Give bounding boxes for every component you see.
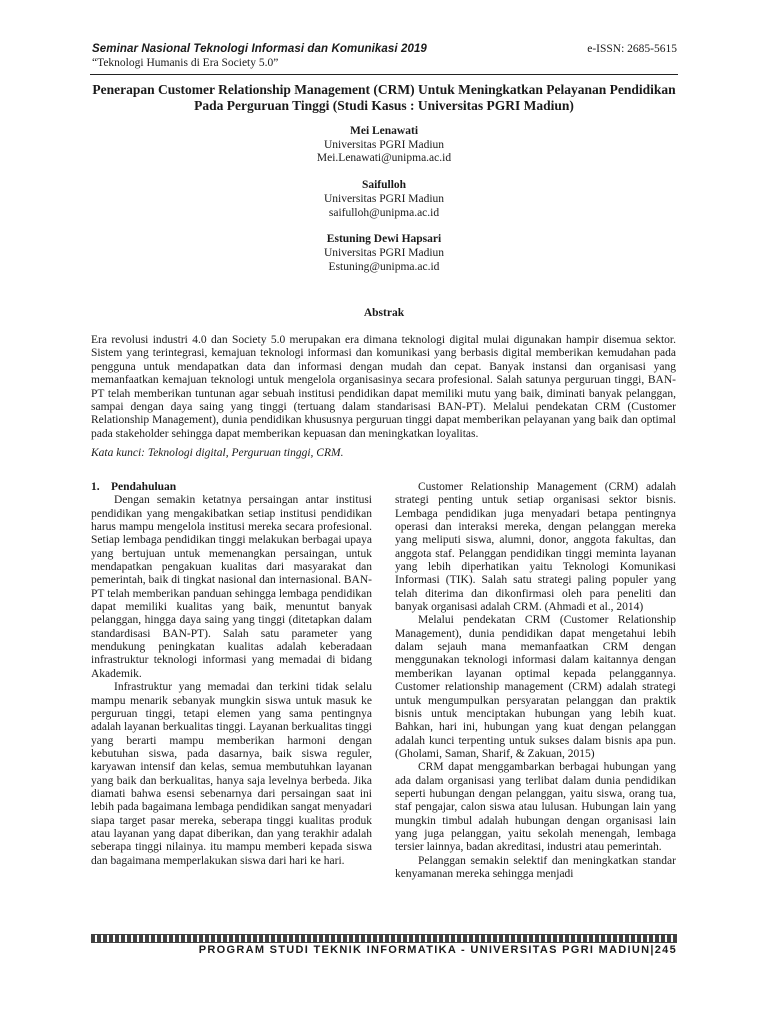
page-footer: PROGRAM STUDI TEKNIK INFORMATIKA - UNIVERSITAS PGRI MADIUN|245 [198, 944, 677, 956]
body-column-right [395, 481, 676, 881]
abstract-text: Era revolusi industri 4.0 dan Society 5.0 merupakan era dimana teknologi digital mulai digunakan hampir disemua sektor. Sistem yang terintegrasi, kemajuan teknologi informasi dan komunikasi yang berbasis digital memberikan kemudahan pada pengguna untuk mendapatkan data dan informasi dengan mudah dan cepat. Banyak instansi dan organisasi yang memanfaatkan kemajuan teknologi untuk mengelola organisasinya secara profesional. Salah satunya perguruan tinggi, BAN-PT telah memberikan tuntunan agar sebuah institusi pendidikan dapat memiliki mutu yang baik, diminati banyak pelanggan, sampai dengan daya saing yang tinggi (tertuang dalam standarisasi BAN-PT). Melalui pendekatan CRM (Customer Relationship Management), dunia pendidikan khususnya perguruan tinggi dapat memberikan pelayanan yang baik dan optimal pada stakeholder sehingga dapat memberikan kepuasan dan meningkatkan loyalitas. [91, 334, 676, 440]
body-column-left [91, 481, 372, 868]
seminar-theme: “Teknologi Humanis di Era Society 5.0” [92, 57, 279, 69]
author-affiliation: Universitas PGRI Madiun [323, 246, 445, 259]
author-block [150, 233, 618, 274]
author-affiliation: Universitas PGRI Madiun [323, 138, 445, 151]
issn: e-ISSN: 2685-5615 [587, 43, 677, 55]
keywords: Kata kunci: Teknologi digital, Perguruan tinggi, CRM. [91, 447, 344, 459]
section-heading [91, 481, 372, 494]
author-email: Mei.Lenawati@unipma.ac.id [316, 152, 452, 165]
section-title: Pendahuluan [111, 481, 177, 493]
author-list [150, 125, 618, 287]
author-affiliation: Universitas PGRI Madiun [323, 192, 445, 205]
paragraph: Melalui pendekatan CRM (Customer Relationship Management), dunia pendidikan dapat mengetahui lebih dalam sejauh mana memanfaatkan CRM dengan menggunakan teknologi informasi dalam kaitannya dengan memberikan layanan optimal kepada pelanggannya. Customer relationship management (CRM) adalah strategi untuk mengumpulkan persyaratan pelanggan dan praktik bisnis untuk menciptakan hubungan yang lebih kuat. Bahkan, hari ini, hubungan yang kuat dengan pelanggan adalah kunci terpenting untuk sukses dalam bisnis apa pun. (Gholami, Saman, Sharif, & Zakuan, 2015) [395, 614, 676, 760]
author-block [150, 125, 618, 166]
author-name: Mei Lenawati [349, 125, 419, 137]
author-email: saifulloh@unipma.ac.id [328, 206, 440, 219]
paragraph: Dengan semakin ketatnya persaingan antar institusi pendidikan yang mengakibatkan setiap institusi pendidikan harus mampu mengelola institusi mereka secara profesional. Setiap lembaga pendidikan tinggi melakukan berbagai upaya yang bertujuan untuk memenangkan persaingan, untuk mendapatkan pengakuan kualitas dari masyarakat dan pemerintah, baik di tingkat nasional dan internasional. BAN-PT telah memberikan panduan sehingga lembaga pendidikan dapat memiliki kualitas yang baik, menuntut banyak pelanggan, hingga daya saing yang tinggi (ditetapkan dalam standardisasi BAN-PT). Salah satu parameter yang mendukung peningkatan kualitas adalah keberadaan infrastruktur teknologi informasi yang memadai di bidang Akademik. [91, 494, 372, 680]
abstract-heading: Abstrak [363, 307, 405, 319]
header-divider [90, 74, 678, 75]
running-header [92, 42, 552, 70]
seminar-name: Seminar Nasional Teknologi Informasi dan Komunikasi 2019 [92, 43, 427, 55]
section-number: 1. [91, 481, 100, 493]
paragraph: Pelanggan semakin selektif dan meningkatkan standar kenyamanan mereka sehingga menjadi [395, 854, 676, 880]
author-name: Saifulloh [361, 179, 407, 192]
paragraph: Customer Relationship Management (CRM) adalah strategi penting untuk setiap organisasi sektor bisnis. Lembaga pendidikan juga menyadari betapa pentingnya operasi dan interaksi mereka, dengan pelanggan mereka yang meliputi siswa, alumni, donor, anggota fakultas, dan anggota staf. Pelanggan pendidikan tinggi meminta layanan yang lebih diperhatikan yaitu Teknologi Komunikasi Informasi (TIK). Salah satu strategi paling populer yang telah diterima dan dikonfirmasi oleh para peneliti dan banyak organisasi adalah CRM. (Ahmadi et al., 2014) [395, 481, 676, 614]
author-name: Estuning Dewi Hapsari [326, 233, 442, 246]
paragraph: Infrastruktur yang memadai dan terkini tidak selalu mampu menarik sebanyak mungkin siswa untuk masuk ke perguruan tinggi, tetapi elemen yang sama pentingnya adalah layanan berkualitas tinggi. Layanan berkualitas tinggi yang berarti mampu memberikan harmoni dengan kebutuhan siswa, pada dasarnya, baik siswa reguler, karyawan intensif dan kelas, semua membutuhkan layanan yang baik dan berkualitas, hanya saja levelnya berbeda. Jika diamati bahwa esensi sebenarnya dari persaingan saat ini lebih pada bagaimana lembaga pendidikan sangat menyadari siapa target pasar mereka, seberapa tinggi kualitas produk atau layanan yang dapat diberikan, dan yang terakhir adalah seberapa tinggi nilainya. itu mampu memberi kepada siswa dan bagaimana memperlakukan siswa dari hari ke hari. [91, 681, 372, 867]
paragraph: CRM dapat menggambarkan berbagai hubungan yang ada dalam organisasi yang terlibat dalam dunia pendidikan seperti hubungan dengan pelanggan, yaitu siswa, orang tua, staf pengajar, calon siswa atau lulusan. Hubungan lain yang mungkin timbul adalah hubungan dengan organisasi lain yang juga pelanggan, yaitu sekolah menengah, lembaga tersier lainnya, badan akreditasi, industri atau pemerintah. [395, 761, 676, 854]
paper-title: Penerapan Customer Relationship Management (CRM) Untuk Meningkatkan Pelayanan Pendidikan Pada Perguruan Tinggi (Studi Kasus : Universitas PGRI Madiun) [92, 82, 676, 113]
author-email: Estuning@unipma.ac.id [328, 260, 440, 273]
author-block [150, 179, 618, 220]
footer-divider [91, 934, 677, 943]
